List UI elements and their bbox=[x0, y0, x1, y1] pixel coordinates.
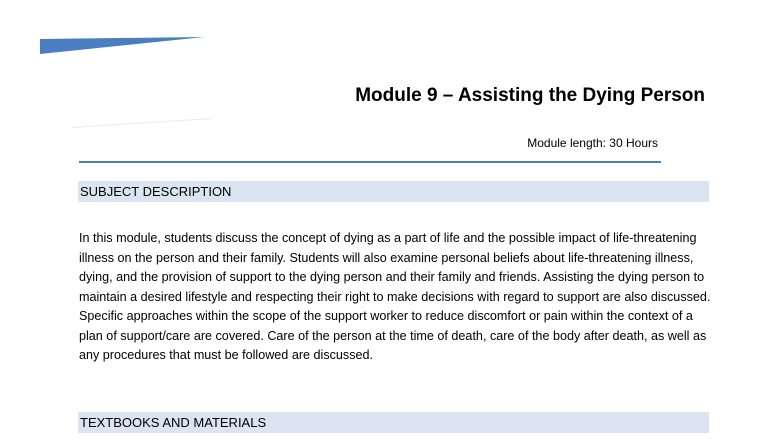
subject-description-text: In this module, students discuss the concept of dying as a part of life and the possible impact of life-threatening illness on the person and their family. Students will also examine personal beliefs about life-threatening illness, dying, and the provision of support to the dying person and their family and friends. Assisting the dying person to maintain a desired lifestyle and respecting their right to make decisions with regard to support are also discussed. Specific approaches within the scope of the support worker to reduce discomfort or pain within the context of a plan of support/care are covered. Care of the person at the time of death, care of the body after death, as well as any procedures that must be followed are discussed. bbox=[79, 231, 711, 362]
section-heading: TEXTBOOKS AND MATERIALS bbox=[80, 415, 267, 430]
module-length: Module length: 30 Hours bbox=[527, 136, 658, 150]
section-bar-textbooks-materials bbox=[78, 412, 709, 433]
page-title: Module 9 – Assisting the Dying Person bbox=[355, 85, 705, 106]
section-bar-subject-description bbox=[78, 181, 709, 202]
section-heading: SUBJECT DESCRIPTION bbox=[80, 184, 232, 199]
header-faint-accent bbox=[72, 118, 212, 128]
title-rule bbox=[79, 161, 661, 163]
header-accent-shape bbox=[40, 37, 204, 54]
